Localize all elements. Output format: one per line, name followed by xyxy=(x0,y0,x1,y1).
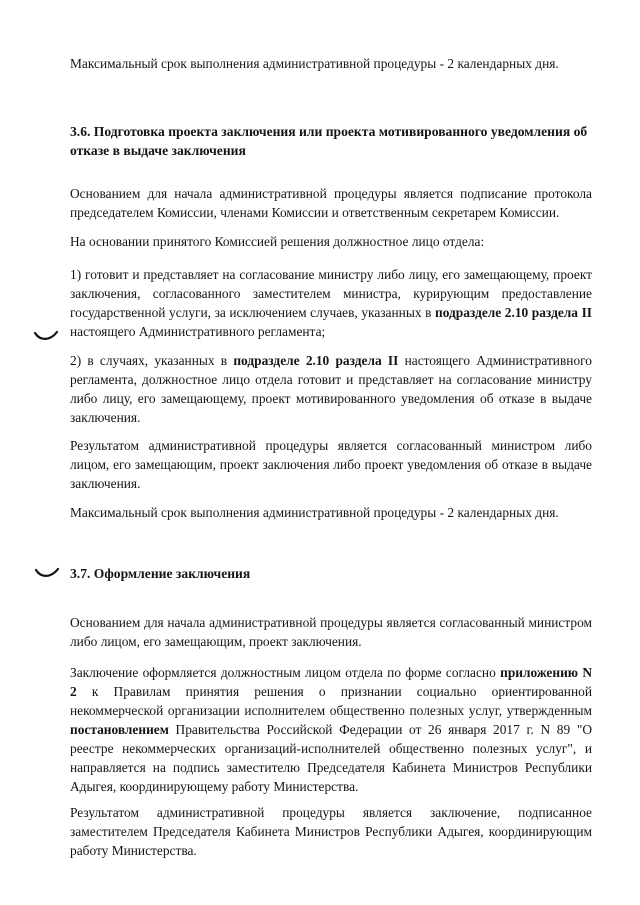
s36-item-2 xyxy=(70,351,592,427)
s36-item-1-text: 1) готовит и представляет на согласование министру либо лицу, его замещающему, проект заключения, согласованного заместителем министра, курирующим предоставление государственной услуги, за исключением случаев, указанных в xyxy=(70,267,592,320)
resolution-link[interactable]: постановлением xyxy=(70,722,169,737)
s37-form-text-2: к Правилам принятия решения о признании социально ориентированной некоммерческой организации исполнителем общественно полезных услуг, утвержденным xyxy=(70,684,592,718)
appendix-2-link[interactable]: приложению N 2 xyxy=(70,665,592,699)
section-3-6-heading: 3.6. Подготовка проекта заключения или проекта мотивированного уведомления об отказе в выдаче заключения xyxy=(70,124,588,158)
s36-item-2-ref-link[interactable]: подразделе 2.10 раздела II xyxy=(233,353,399,368)
s36-paragraph-max-term: Максимальный срок выполнения административной процедуры - 2 календарных дня. xyxy=(70,505,559,520)
s36-item-2-tail: настоящего Административного регламента, должностное лицо отдела готовит и представляет на согласование министру либо лицу, его замещающему, проект мотивированного уведомления об отказе в выдаче заключения. xyxy=(70,353,593,425)
s36-paragraph-result: Результатом административной процедуры является согласованный министром либо лицом, его замещающим, проект заключения либо проект уведомления об отказе в выдаче заключения. xyxy=(70,438,592,491)
margin-check-mark xyxy=(34,567,60,579)
s37-paragraph-basis: Основанием для начала административной процедуры является согласованный министром либо лицом, его замещающим, проект заключения. xyxy=(70,615,592,649)
s36-item-1-tail: настоящего Административного регламента; xyxy=(70,324,326,339)
margin-check-mark xyxy=(33,330,59,342)
s36-item-1-ref-link[interactable]: подразделе 2.10 раздела II xyxy=(434,305,592,320)
s36-item-1 xyxy=(70,265,592,341)
s37-paragraph-form xyxy=(70,663,592,796)
s36-item-2-text: 2) в случаях, указанных в xyxy=(70,353,228,368)
s37-paragraph-result: Результатом административной процедуры является заключение, подписанное заместителем Председателя Кабинета Министров Республики Адыгея, координирующим работу Министерства. xyxy=(70,805,592,858)
s36-paragraph-intro: На основании принятого Комиссией решения должностное лицо отдела: xyxy=(70,234,485,249)
s37-form-text: Заключение оформляется должностным лицом отдела по форме согласно xyxy=(70,665,496,680)
section-3-7-heading: 3.7. Оформление заключения xyxy=(70,566,251,581)
s37-form-text-3: Правительства Российской Федерации от 26 января 2017 г. N 89 "О реестре некоммерческих организаций-исполнителей общественно полезных услуг", и направляется на подпись заместителю Председателя Кабинета Министров Республики Адыгея, координирующему работу Министерства. xyxy=(70,722,592,794)
max-term-paragraph-top: Максимальный срок выполнения административной процедуры - 2 календарных дня. xyxy=(70,56,559,71)
s36-paragraph-basis: Основанием для начала административной процедуры является подписание протокола председателем Комиссии, членами Комиссии и ответственным секретарем Комиссии. xyxy=(70,186,592,220)
